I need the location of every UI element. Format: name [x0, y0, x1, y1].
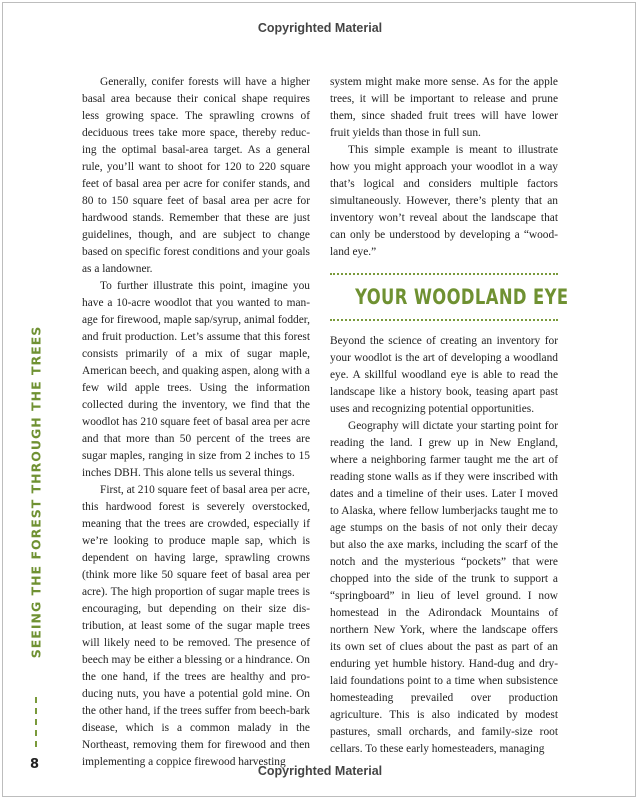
right-column [330, 74, 569, 758]
running-title: SEEING THE FOREST THROUGH THE TREES [28, 325, 44, 659]
body-paragraph: Generally, conifer forests will have a higher basal area because their conical shape requires less growing space. The sprawling crowns of deciduous trees take more space, thereby reducing the optimal basal-area target. As a general rule, you’ll want to shoot for 120 to 220 square feet of basal area per acre for conifer stands, and 80 to 150 square feet of basal area per acre for hardwood stands. Remember that these are just guidelines, though, and are subject to change based on specific forest conditions and your goals as a landowner. [82, 76, 310, 275]
body-paragraph: To further illustrate this point, imagine you have a 10-acre woodlot that you wanted to manage for firewood, maple sap/syrup, animal fodder, and fruit production. Let’s assume that this forest consists primarily of a mix of sugar maple, American beech, and quaking aspen, along with a few wild apple trees. Using the information collected during the inventory, we find that the woodlot has 210 square feet of basal area per acre and that more than 50 percent of the trees are sugar maples, ranging in size from 2 inches to 15 inches DBH. This alone tells us several things. [82, 280, 310, 479]
page-number: 8 [30, 757, 40, 772]
running-title-rule [35, 697, 37, 747]
left-column [82, 74, 310, 771]
body-paragraph: system might make more sense. As for the apple trees, it will be important to release and prune them, since shaded fruit trees will have lower fruit yields than those in full sun. [330, 76, 558, 139]
heading-rule-bottom [330, 319, 558, 321]
body-paragraph: Beyond the science of creating an inventory for your woodlot is the art of developing a woodland eye. A skillful woodland eye is able to read the landscape like a history book, teasing apart past uses and recognizing potential opportunities. [330, 335, 558, 415]
section-heading: YOUR WOODLAND EYE [355, 285, 569, 309]
body-paragraph: This simple example is meant to illustrate how you might approach your woodlot in a way that’s logical and considers multiple factors simultaneously. However, there’s plenty that an inventory won’t reveal about the landscape that can only be understood by developing a “woodland eye.” [330, 144, 558, 258]
body-paragraph: Geography will dictate your starting point for reading the land. I grew up in New England, where a neighboring farmer taught me the art of reading stone walls as if they were inscribed with dates and a timeline of their uses. Later I moved to Alaska, where fellow lumberjacks taught me to age stumps on the basis of not only their decay but also the axe marks, including the scarf of the notch and the mysterious “pockets” that were chopped into the side of the trunk to support a “springboard” in lieu of level ground. I now homestead in the Adirondack Mountains of northern New York, where the landscape offers its own set of clues about the past as part of an enduring yet humble history. Hand-dug and dry-laid foundations point to a time when subsistence homesteading prevailed over production agriculture. This is also indicated by modest pastures, small orchards, and family-size root cellars. To these early homesteaders, managing [330, 420, 558, 755]
copyright-watermark-bottom: Copyrighted Material [257, 764, 383, 778]
copyright-watermark-top: Copyrighted Material [257, 21, 383, 35]
heading-rule-top [330, 273, 558, 275]
body-paragraph: First, at 210 square feet of basal area per acre, this hardwood forest is severely overstocked, meaning that the trees are crowded, especially if we’re looking to produce maple sap, which is dependent on having large, sprawling crowns (think more like 50 square feet of basal area per acre). The high proportion of sugar maple trees is encouraging, but depending on their size distribution, at least some of the sugar maple trees will likely need to be removed. The presence of beech may be either a blessing or a hindrance. On the one hand, if the trees are healthy and producing nuts, you have a potential gold mine. On the other hand, if the trees suffer from beech-bark disease, which is a common malady in the Northeast, removing them for firewood and then implementing a coppice firewood harvesting [82, 484, 310, 768]
running-title-wrap [26, 325, 46, 659]
